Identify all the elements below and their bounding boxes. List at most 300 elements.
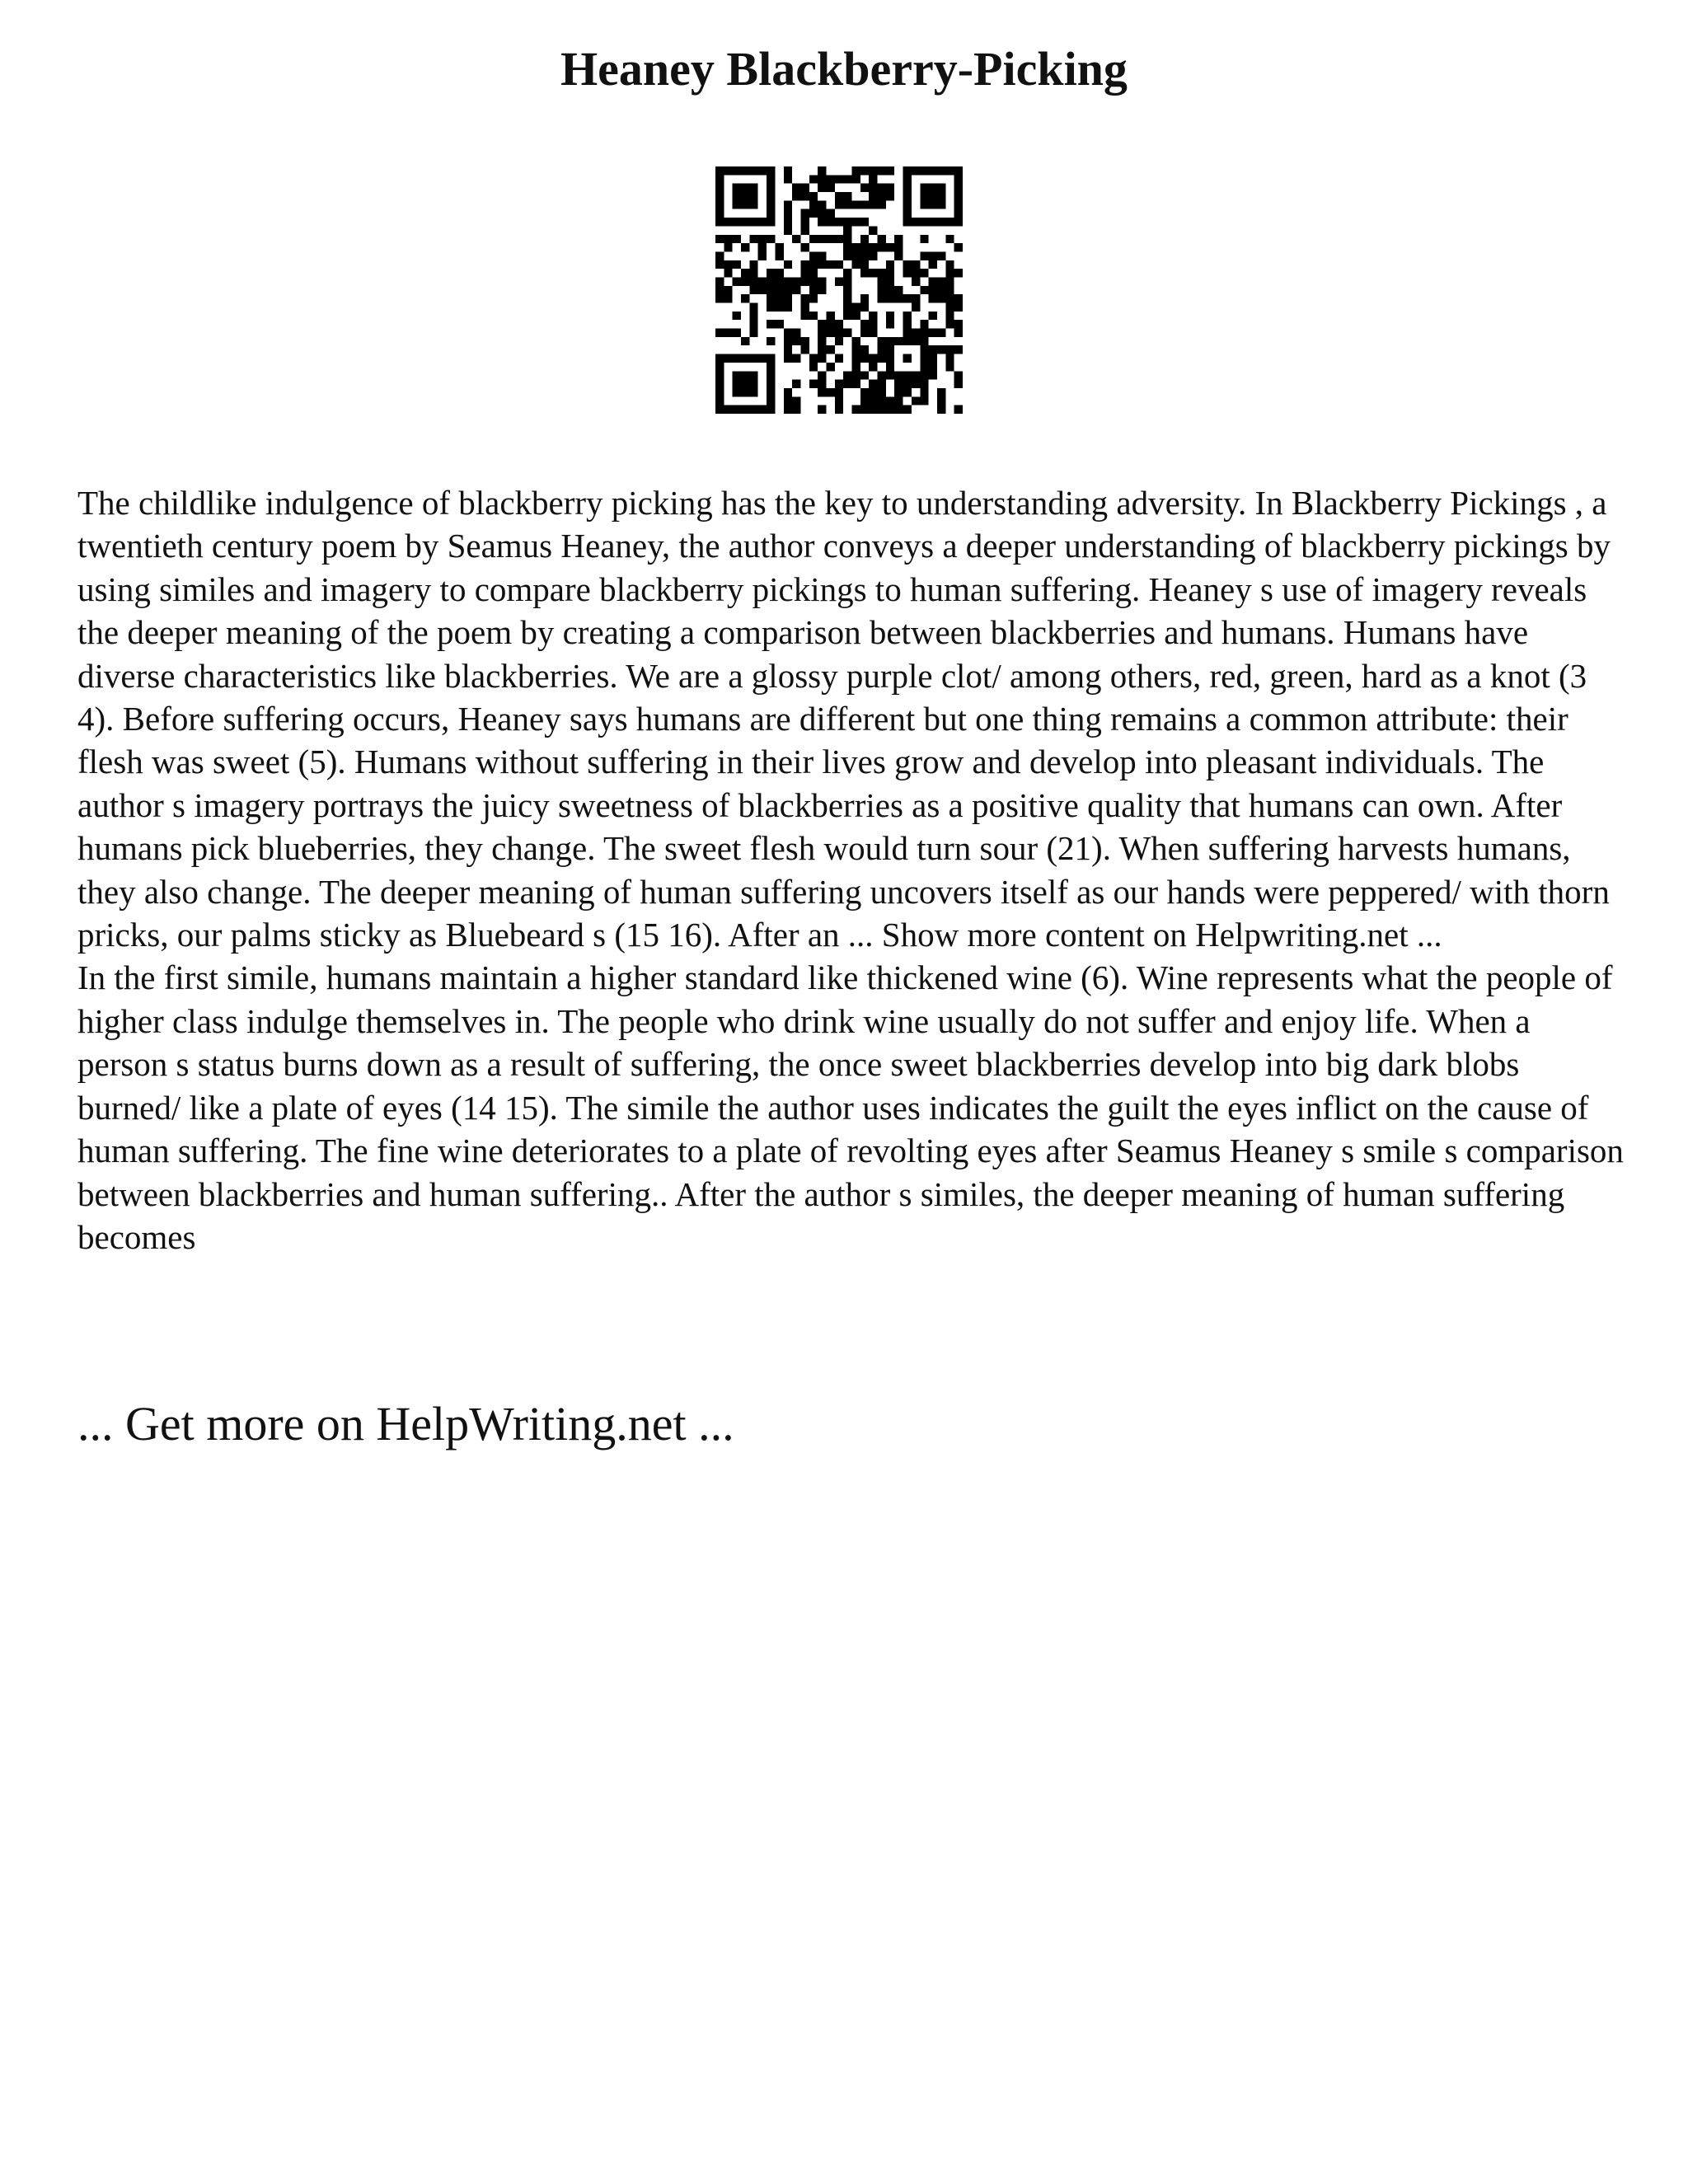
qr-module [767, 166, 775, 175]
qr-module [715, 380, 724, 388]
qr-module [809, 200, 818, 209]
qr-module [843, 371, 851, 379]
qr-module [715, 405, 724, 414]
qr-module [724, 218, 732, 226]
qr-module [860, 260, 869, 269]
qr-module [835, 200, 843, 209]
qr-module [792, 405, 800, 414]
qr-module [818, 371, 826, 379]
qr-module [954, 269, 963, 277]
qr-module [818, 184, 826, 192]
qr-module [733, 235, 741, 243]
qr-module [818, 166, 826, 175]
qr-module [835, 192, 843, 200]
qr-module [920, 251, 928, 260]
qr-module [903, 294, 912, 302]
qr-module [809, 235, 818, 243]
qr-module [800, 192, 809, 200]
qr-module [843, 277, 851, 285]
qr-module [784, 303, 792, 312]
qr-module [945, 235, 954, 243]
qr-module [818, 260, 826, 269]
qr-module [800, 226, 809, 234]
qr-module [860, 294, 869, 302]
qr-module [715, 371, 724, 379]
qr-module [860, 200, 869, 209]
qr-module [878, 235, 886, 243]
qr-module [715, 354, 724, 363]
qr-module [903, 192, 912, 200]
qr-module [852, 405, 860, 414]
qr-module [954, 320, 963, 328]
qr-module [741, 184, 749, 192]
qr-module [835, 354, 843, 363]
qr-module [945, 294, 954, 302]
qr-module [920, 380, 928, 388]
qr-module [843, 303, 851, 312]
qr-module [784, 388, 792, 396]
qr-module [954, 218, 963, 226]
qr-module [792, 192, 800, 200]
qr-module [818, 235, 826, 243]
qr-module [733, 371, 741, 379]
qr-module [715, 363, 724, 371]
qr-module [937, 166, 945, 175]
qr-module [937, 294, 945, 302]
qr-module [809, 260, 818, 269]
qr-module [912, 260, 920, 269]
qr-module [835, 329, 843, 337]
qr-module [869, 184, 877, 192]
qr-module [809, 175, 818, 183]
qr-module [775, 277, 783, 285]
qr-module [937, 277, 945, 285]
qr-module [835, 396, 843, 405]
qr-module [800, 269, 809, 277]
qr-module [886, 269, 894, 277]
qr-module [945, 320, 954, 328]
qr-module [741, 405, 749, 414]
qr-module [724, 235, 732, 243]
qr-module [818, 337, 826, 345]
qr-module [835, 405, 843, 414]
qr-module [767, 184, 775, 192]
qr-module [869, 226, 877, 234]
qr-module [800, 243, 809, 251]
qr-module [852, 175, 860, 183]
qr-module [920, 192, 928, 200]
qr-module [775, 320, 783, 328]
qr-module [784, 294, 792, 302]
get-more-link[interactable]: ... Get more on HelpWriting.net ... [77, 1397, 734, 1451]
qr-module [912, 380, 920, 388]
qr-module [945, 303, 954, 312]
qr-module [903, 218, 912, 226]
qr-module [929, 354, 937, 363]
qr-module [767, 209, 775, 218]
qr-module [903, 269, 912, 277]
qr-module [818, 388, 826, 396]
qr-module [843, 380, 851, 388]
qr-module [809, 269, 818, 277]
qr-module [954, 371, 963, 379]
qr-module [800, 277, 809, 285]
qr-module [826, 260, 834, 269]
qr-module [800, 209, 809, 218]
qr-module [903, 209, 912, 218]
qr-module [937, 405, 945, 414]
qr-module [878, 166, 886, 175]
qr-module [784, 175, 792, 183]
qr-module [869, 380, 877, 388]
qr-module [860, 235, 869, 243]
qr-module [886, 166, 894, 175]
qr-module [767, 396, 775, 405]
qr-module [715, 218, 724, 226]
qr-module [860, 218, 869, 226]
qr-module [894, 251, 903, 260]
qr-module [767, 235, 775, 243]
qr-module [954, 303, 963, 312]
qr-module [869, 200, 877, 209]
qr-module [767, 405, 775, 414]
qr-module [878, 388, 886, 396]
qr-module [852, 345, 860, 354]
qr-module [869, 269, 877, 277]
qr-module [758, 235, 767, 243]
qr-module [912, 303, 920, 312]
qr-module [894, 405, 903, 414]
qr-module [733, 405, 741, 414]
qr-module [826, 175, 834, 183]
qr-module [937, 345, 945, 354]
qr-module [826, 312, 834, 320]
qr-module [758, 277, 767, 285]
qr-module [878, 380, 886, 388]
qr-module [758, 218, 767, 226]
qr-module [818, 329, 826, 337]
qr-module [929, 363, 937, 371]
qr-module [818, 209, 826, 218]
qr-module [784, 345, 792, 354]
qr-module [894, 388, 903, 396]
qr-module [775, 243, 783, 251]
qr-module [903, 337, 912, 345]
qr-module [903, 166, 912, 175]
qr-module [784, 329, 792, 337]
qr-module [741, 388, 749, 396]
qr-module [886, 294, 894, 302]
qr-module [758, 405, 767, 414]
qr-module [767, 388, 775, 396]
qr-module [920, 218, 928, 226]
qr-module [945, 269, 954, 277]
qr-module [749, 260, 757, 269]
qr-module [886, 277, 894, 285]
qr-module [929, 277, 937, 285]
qr-module [945, 345, 954, 354]
qr-module [800, 218, 809, 226]
qr-module [929, 200, 937, 209]
qr-module [852, 380, 860, 388]
qr-module [749, 388, 757, 396]
qr-module [912, 371, 920, 379]
qr-module [920, 371, 928, 379]
qr-module [749, 312, 757, 320]
qr-module [835, 388, 843, 396]
qr-module [886, 337, 894, 345]
qr-module [945, 277, 954, 285]
qr-module [724, 354, 732, 363]
qr-module [945, 218, 954, 226]
essay-paragraph-1: The childlike indulgence of blackberry picking has the key to understanding adversity. In Blackberry Pickings , a twentieth century poem by Seamus Heaney, the author conveys a deeper understanding of blackberry pickings by using similes and imagery to compare blackberry pickings to human suffering. Heaney s use of imagery reveals the deeper meaning of the poem by creating a comparison between blackberries and humans. Humans have diverse characteristics like blackberries. We are a glossy purple clot/ among others, red, green, hard as a knot (3 4). Before suffering occurs, Heaney says humans are different but one thing remains a common attribute: their flesh was sweet (5). Humans without suffering in their lives grow and develop into pleasant individuals. The author s imagery portrays the juicy sweetness of blackberries as a positive quality that humans can own. After humans pick blueberries, they change. The sweet flesh would turn sour (21). When suffering harvests humans, they also change. The deeper meaning of human suffering uncovers itself as our hands were peppered/ with thorn pricks, our palms sticky as Bluebeard s (15 16). After an ... Show more content on Helpwriting.net ... [77, 484, 1611, 954]
qr-module [784, 226, 792, 234]
qr-module [903, 175, 912, 183]
qr-module [886, 363, 894, 371]
qr-module [920, 184, 928, 192]
qr-module [912, 294, 920, 302]
qr-module [894, 243, 903, 251]
qr-module [758, 243, 767, 251]
qr-module [929, 251, 937, 260]
qr-module [724, 269, 732, 277]
qr-module [878, 337, 886, 345]
qr-module [912, 166, 920, 175]
qr-module [715, 175, 724, 183]
qr-module [945, 260, 954, 269]
qr-module [767, 277, 775, 285]
qr-module [903, 405, 912, 414]
qr-module [724, 166, 732, 175]
qr-module [835, 337, 843, 345]
qr-module [920, 166, 928, 175]
qr-module [878, 371, 886, 379]
qr-module [886, 192, 894, 200]
qr-module [860, 371, 869, 379]
qr-module [826, 184, 834, 192]
qr-module [912, 269, 920, 277]
qr-module [886, 354, 894, 363]
qr-module [792, 380, 800, 388]
qr-module [886, 312, 894, 320]
qr-module [767, 175, 775, 183]
qr-module [894, 380, 903, 388]
qr-module [767, 337, 775, 345]
qr-module [733, 380, 741, 388]
qr-module [843, 200, 851, 209]
qr-module [869, 166, 877, 175]
qr-module [852, 251, 860, 260]
qr-module [903, 354, 912, 363]
qr-module [937, 329, 945, 337]
qr-module [715, 200, 724, 209]
qr-module [903, 320, 912, 328]
qr-module [937, 184, 945, 192]
qr-module [767, 363, 775, 371]
qr-module [852, 354, 860, 363]
qr-module [852, 200, 860, 209]
qr-module [724, 294, 732, 302]
qr-module [869, 320, 877, 328]
qr-module [715, 260, 724, 269]
qr-module [715, 388, 724, 396]
qr-module [878, 277, 886, 285]
qr-module [954, 329, 963, 337]
qr-module [818, 286, 826, 294]
qr-module [749, 329, 757, 337]
qr-module [835, 218, 843, 226]
qr-module [878, 345, 886, 354]
qr-module [724, 405, 732, 414]
qr-module [733, 312, 741, 320]
qr-module [749, 277, 757, 285]
qr-module [775, 269, 783, 277]
qr-module [886, 243, 894, 251]
qr-module [886, 396, 894, 405]
qr-module [749, 303, 757, 312]
qr-module [878, 200, 886, 209]
qr-module [835, 380, 843, 388]
qr-module [784, 337, 792, 345]
qr-module [784, 209, 792, 218]
qr-module [912, 277, 920, 285]
qr-module [800, 337, 809, 345]
qr-module [912, 218, 920, 226]
qr-module [800, 260, 809, 269]
qr-module [835, 175, 843, 183]
qr-module [749, 320, 757, 328]
qr-module [749, 200, 757, 209]
qr-module [715, 277, 724, 285]
qr-module [929, 184, 937, 192]
qr-module [767, 371, 775, 379]
qr-module [784, 396, 792, 405]
qr-module [920, 388, 928, 396]
qr-module [852, 303, 860, 312]
qr-module [775, 294, 783, 302]
qr-module [869, 329, 877, 337]
qr-module [945, 286, 954, 294]
qr-module [800, 312, 809, 320]
qr-module [869, 354, 877, 363]
qr-module [869, 396, 877, 405]
qr-module [929, 166, 937, 175]
qr-module [869, 251, 877, 260]
qr-module [733, 200, 741, 209]
qr-module [860, 396, 869, 405]
qr-module [937, 200, 945, 209]
qr-module [741, 200, 749, 209]
qr-module [818, 320, 826, 328]
qr-module [843, 329, 851, 337]
qr-module [945, 354, 954, 363]
qr-module [920, 286, 928, 294]
qr-module [758, 251, 767, 260]
qr-module [767, 320, 775, 328]
qr-module [792, 184, 800, 192]
qr-module [843, 269, 851, 277]
qr-module [843, 235, 851, 243]
qr-module [800, 184, 809, 192]
qr-module [741, 380, 749, 388]
qr-module [869, 192, 877, 200]
qr-module [767, 269, 775, 277]
qr-module [767, 192, 775, 200]
qr-module [733, 277, 741, 285]
essay-paragraph-2: In the first simile, humans maintain a higher standard like thickened wine (6). Wine represents what the people of higher class indulge themselves in. The people who drink wine usually do not suffer and enjoy life. When a person s status burns down as a result of suffering, the once sweet blackberries develop into big dark blobs burned/ like a plate of eyes (14 15). The simile the author uses indicates the guilt the eyes inflict on the cause of human suffering. The fine wine deteriorates to a plate of revolting eyes after Seamus Heaney s smile s comparison between blackberries and human suffering.. After the author s similes, the deeper meaning of human suffering becomes [77, 958, 1624, 1256]
qr-module [878, 269, 886, 277]
qr-module [715, 396, 724, 405]
qr-module [767, 354, 775, 363]
qr-module [843, 218, 851, 226]
qr-module [784, 286, 792, 294]
qr-module [929, 294, 937, 302]
qr-module [775, 286, 783, 294]
qr-module [758, 166, 767, 175]
qr-module [784, 405, 792, 414]
qr-module [878, 243, 886, 251]
qr-module [929, 260, 937, 269]
qr-module [903, 260, 912, 269]
qr-module [715, 235, 724, 243]
qr-module [749, 405, 757, 414]
qr-module [741, 166, 749, 175]
qr-module [954, 380, 963, 388]
qr-module [818, 175, 826, 183]
qr-module [878, 184, 886, 192]
qr-module [741, 337, 749, 345]
qr-module [724, 260, 732, 269]
qr-module [920, 235, 928, 243]
qr-module [869, 363, 877, 371]
qr-module [860, 329, 869, 337]
qr-module [852, 371, 860, 379]
qr-module [767, 294, 775, 302]
qr-module [749, 380, 757, 388]
qr-module [954, 200, 963, 209]
qr-module [733, 166, 741, 175]
qr-module [954, 192, 963, 200]
qr-module [749, 184, 757, 192]
qr-module [886, 405, 894, 414]
qr-module [784, 277, 792, 285]
qr-module [920, 396, 928, 405]
qr-module [741, 371, 749, 379]
qr-module [852, 260, 860, 269]
qr-module [715, 184, 724, 192]
qr-module [784, 166, 792, 175]
qr-module [835, 277, 843, 285]
qr-module [929, 286, 937, 294]
qr-module [903, 329, 912, 337]
qr-module [784, 200, 792, 209]
qr-module [886, 286, 894, 294]
qr-module [800, 345, 809, 354]
qr-module [809, 286, 818, 294]
qr-module [715, 166, 724, 175]
qr-module [749, 286, 757, 294]
qr-module [945, 363, 954, 371]
qr-module [878, 192, 886, 200]
qr-module [818, 218, 826, 226]
qr-module [715, 329, 724, 337]
qr-module [843, 312, 851, 320]
qr-module [886, 371, 894, 379]
qr-module [954, 184, 963, 192]
qr-module [954, 166, 963, 175]
qr-module [749, 269, 757, 277]
qr-module [937, 286, 945, 294]
